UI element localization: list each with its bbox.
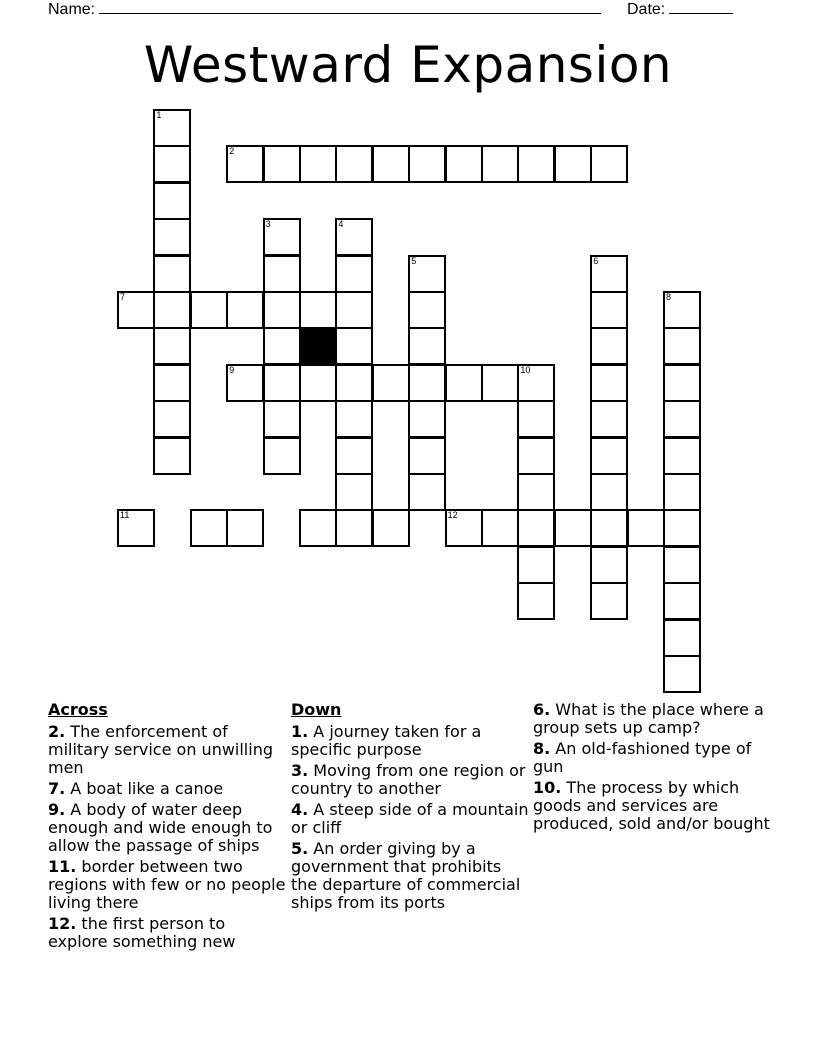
grid-cell[interactable] <box>481 509 519 547</box>
grid-cell[interactable] <box>153 437 191 475</box>
grid-cell[interactable] <box>663 400 701 438</box>
grid-cell[interactable] <box>335 473 373 511</box>
grid-cell[interactable] <box>299 509 337 547</box>
grid-cell[interactable] <box>153 291 191 329</box>
grid-cell[interactable] <box>590 327 628 365</box>
grid-cell[interactable] <box>263 291 301 329</box>
grid-cell[interactable] <box>263 255 301 293</box>
clue-across-9: 9. A body of water deep enough and wide enough to allow the passage of ships <box>48 800 273 855</box>
grid-cell[interactable] <box>517 509 555 547</box>
grid-cell[interactable] <box>517 437 555 475</box>
grid-cell[interactable] <box>153 109 191 147</box>
grid-cell[interactable] <box>226 509 264 547</box>
grid-cell[interactable] <box>517 145 555 183</box>
grid-cell[interactable] <box>299 364 337 402</box>
grid-cell[interactable] <box>517 364 555 402</box>
grid-cell[interactable] <box>153 255 191 293</box>
grid-cell[interactable] <box>445 509 483 547</box>
grid-cell[interactable] <box>590 145 628 183</box>
grid-cell[interactable] <box>590 473 628 511</box>
grid-cell[interactable] <box>335 400 373 438</box>
clue-number: 11 <box>120 510 130 521</box>
grid-cell[interactable] <box>335 255 373 293</box>
clue-number: 3 <box>265 219 271 230</box>
grid-cell[interactable] <box>663 364 701 402</box>
grid-cell[interactable] <box>663 473 701 511</box>
grid-cell[interactable] <box>517 582 555 620</box>
grid-cell[interactable] <box>263 364 301 402</box>
grid-cell[interactable] <box>226 364 264 402</box>
grid-cell[interactable] <box>335 364 373 402</box>
grid-cell[interactable] <box>153 400 191 438</box>
grid-cell[interactable] <box>372 364 410 402</box>
clue-down-6: 6. What is the place where a group sets up camp? <box>533 700 764 737</box>
grid-cell[interactable] <box>408 473 446 511</box>
clue-across-2: 2. The enforcement of military service on unwilling men <box>48 722 273 777</box>
clue-number: 7 <box>120 292 126 302</box>
clue-down-3: 3. Moving from one region or country to another <box>291 761 526 798</box>
clue-number: 10 <box>520 364 531 375</box>
grid-cell[interactable] <box>263 145 301 183</box>
name-label: Name: <box>48 1 96 18</box>
grid-cell[interactable] <box>408 364 446 402</box>
grid-cell[interactable] <box>117 509 155 547</box>
grid-cell[interactable] <box>554 509 592 547</box>
grid-cell[interactable] <box>117 291 155 329</box>
grid-cell[interactable] <box>335 437 373 475</box>
grid-cell[interactable] <box>590 509 628 547</box>
grid-cell[interactable] <box>226 145 264 183</box>
clue-down-4: 4. A steep side of a mountain or cliff <box>291 800 529 837</box>
clue-number: 5 <box>411 255 417 266</box>
grid-cell[interactable] <box>335 291 373 329</box>
grid-cell[interactable] <box>153 364 191 402</box>
grid-cell[interactable] <box>153 182 191 220</box>
grid-cell[interactable] <box>153 145 191 183</box>
grid-cell[interactable] <box>408 327 446 365</box>
grid-cell[interactable] <box>517 400 555 438</box>
grid-cell[interactable] <box>554 145 592 183</box>
grid-cell[interactable] <box>590 437 628 475</box>
grid-cell[interactable] <box>663 327 701 365</box>
clue-number: 2 <box>229 146 235 157</box>
grid-cell[interactable] <box>663 655 701 693</box>
across-clues <box>48 701 288 954</box>
grid-cell[interactable] <box>335 509 373 547</box>
grid-cell[interactable] <box>263 400 301 438</box>
grid-cell[interactable] <box>153 327 191 365</box>
grid-cell[interactable] <box>590 400 628 438</box>
clue-down-8: 8. An old-fashioned type of gun <box>533 739 752 776</box>
clue-down-5: 5. An order giving by a government that prohibits the departure of commercial ships from its ports <box>291 839 521 912</box>
grid-cell[interactable] <box>590 255 628 293</box>
grid-cell[interactable] <box>153 218 191 256</box>
grid-cell[interactable] <box>663 619 701 657</box>
clue-number: 1 <box>156 110 162 120</box>
grid-cell[interactable] <box>481 145 519 183</box>
clue-across-12: 12. the first person to explore something new <box>48 914 236 951</box>
down-clues-continued <box>533 701 773 836</box>
date-label: Date: <box>627 1 666 18</box>
grid-cell[interactable] <box>481 364 519 402</box>
grid-cell[interactable] <box>663 291 701 329</box>
grid-cell[interactable] <box>408 437 446 475</box>
grid-cell[interactable] <box>445 145 483 183</box>
clue-down-1: 1. A journey taken for a specific purpose <box>291 722 482 759</box>
grid-cell[interactable] <box>408 400 446 438</box>
grid-cell[interactable] <box>663 582 701 620</box>
clue-across-11: 11. border between two regions with few or no people living there <box>48 857 286 912</box>
grid-cell[interactable] <box>590 364 628 402</box>
grid-cell[interactable] <box>299 291 337 329</box>
clue-across-7: 7. A boat like a canoe <box>48 779 224 798</box>
grid-cell[interactable] <box>517 473 555 511</box>
grid-cell[interactable] <box>445 364 483 402</box>
across-heading: Across <box>48 700 108 719</box>
grid-cell[interactable] <box>408 255 446 293</box>
grid-cell[interactable] <box>190 509 228 547</box>
grid-cell[interactable] <box>663 437 701 475</box>
grid-cell[interactable] <box>190 291 228 329</box>
clue-number: 4 <box>338 219 344 230</box>
grid-cell[interactable] <box>590 546 628 584</box>
down-heading: Down <box>291 700 342 719</box>
grid-cell[interactable] <box>372 509 410 547</box>
grid-cell[interactable] <box>408 291 446 329</box>
clue-number: 12 <box>447 510 458 521</box>
grid-cell[interactable] <box>590 291 628 329</box>
clue-down-10: 10. The process by which goods and services are produced, sold and/or bought <box>533 778 770 833</box>
page-title: Westward Expansion <box>143 36 673 94</box>
clue-number: 6 <box>593 255 599 266</box>
grid-cell[interactable] <box>408 145 446 183</box>
grid-cell[interactable] <box>335 145 373 183</box>
grid-cell[interactable] <box>590 582 628 620</box>
grid-cell[interactable] <box>627 509 665 547</box>
down-clues <box>291 701 531 915</box>
grid-cell[interactable] <box>663 546 701 584</box>
grid-cell[interactable] <box>517 546 555 584</box>
grid-cell[interactable] <box>372 145 410 183</box>
grid-cell[interactable] <box>335 218 373 256</box>
grid-cell[interactable] <box>299 145 337 183</box>
clue-number: 8 <box>666 292 672 302</box>
grid-cell[interactable] <box>263 327 301 365</box>
grid-cell[interactable] <box>335 327 373 365</box>
grid-cell[interactable] <box>263 437 301 475</box>
clue-number: 9 <box>229 364 235 375</box>
grid-cell[interactable] <box>226 291 264 329</box>
grid-cell[interactable] <box>263 218 301 256</box>
black-square <box>299 327 337 365</box>
grid-cell[interactable] <box>663 509 701 547</box>
